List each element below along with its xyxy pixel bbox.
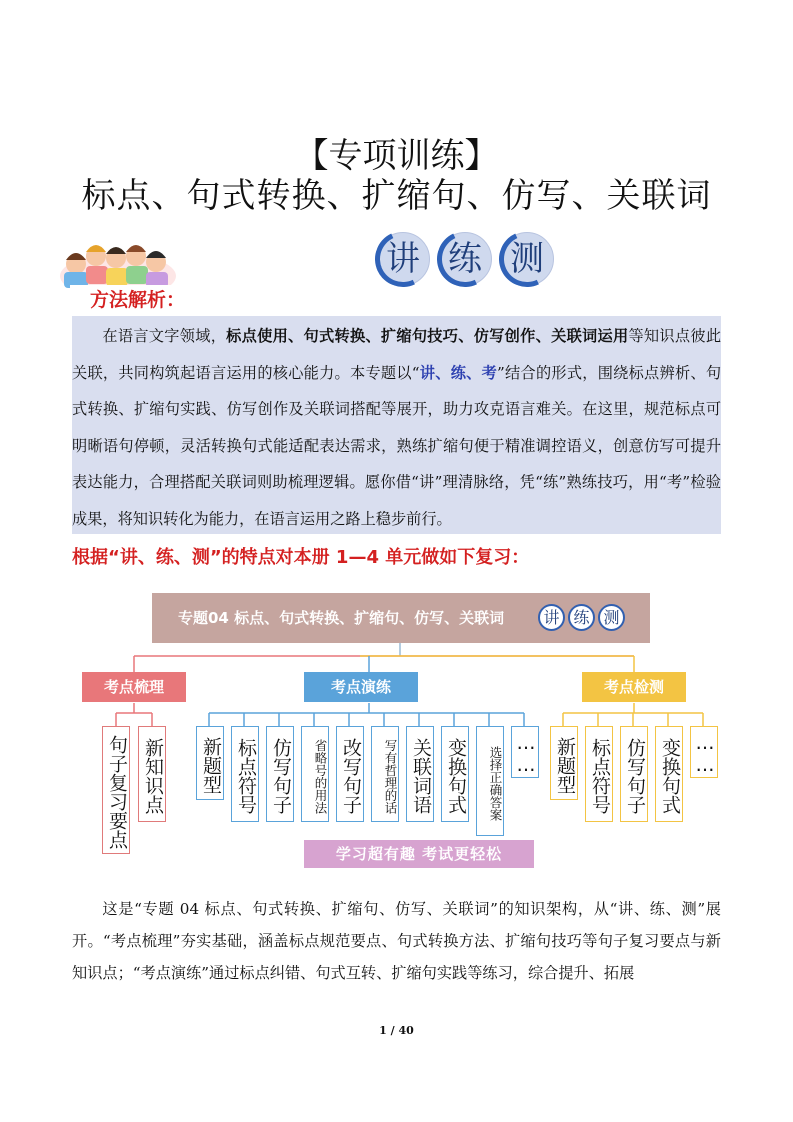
leaf-practice-2: 标点符号 <box>231 726 259 822</box>
leaf-practice-7: 关联词语 <box>406 726 434 822</box>
leaf-test-4: 变换句式 <box>655 726 683 822</box>
branch-practice: 考点演练 <box>304 672 418 702</box>
page-number: 1 / 40 <box>379 1024 414 1037</box>
leaf-practice-10: …… <box>511 726 539 778</box>
leaf-test-5: …… <box>690 726 718 778</box>
mindmap-badge-lian: 练 <box>568 604 595 631</box>
title-line1: 【专项训练】 <box>294 136 499 176</box>
leaf-practice-4: 省略号的用法 <box>301 726 329 822</box>
intro-paragraph: 在语言文字领域，标点使用、句式转换、扩缩句技巧、仿写创作、关联词运用等知识点彼此关联，共同构筑起语言运用的核心能力。本专题以“讲、练、考”结合的形式，围绕标点辨析、句式转换、扩缩句实践、仿写创作及关联词搭配等展开，助力攻克语言难关。在这里，规范标点可明晰语句停顿，灵活转换句式能适配表达需求，熟练扩缩句便于精准调控语义，创意仿写可提升表达能力，合理搭配关联词则助梳理逻辑。愿你借“讲”理清脉络，凭“练”熟练技巧，用“考”检验成果，将知识转化为能力，在语言运用之路上稳步前行。 <box>72 327 722 528</box>
mindmap-badge-ce: 测 <box>598 604 625 631</box>
leaf-review-2: 新知识点 <box>138 726 166 822</box>
branch-review: 考点梳理 <box>82 672 186 702</box>
body-paragraph: 这是“专题 04 标点、句式转换、扩缩句、仿写、关联词”的知识架构，从“讲、练、测”展开。“考点梳理”夯实基础，涵盖标点规范要点、句式转换方法、扩缩句技巧等句子复习要点与新知识点；“考点演练”通过标点纠错、句式互转、扩缩句实践等练习，综合提升、拓展 <box>72 900 721 982</box>
jiang-lian-ce-badge <box>376 232 556 284</box>
title-line2: 标点、句式转换、扩缩句、仿写、关联词 <box>81 176 712 216</box>
leaf-practice-5: 改写句子 <box>336 726 364 822</box>
leaf-practice-1: 新题型 <box>196 726 224 800</box>
mindmap-banner: 学习超有趣 考试更轻松 <box>304 840 534 868</box>
mindmap-badge-jiang: 讲 <box>538 604 565 631</box>
leaf-practice-6: 写有哲理的话 <box>371 726 399 822</box>
leaf-test-3: 仿写句子 <box>620 726 648 822</box>
leaf-practice-9: 选择正确答案 <box>476 726 504 836</box>
method-label: 方法解析： <box>70 285 250 315</box>
badge-circle-jiang: 讲 <box>376 232 430 286</box>
mindmap-title: 专题04 标点、句式转换、扩缩句、仿写、关联词 讲 练 测 <box>152 593 650 643</box>
badge-circle-lian: 练 <box>438 232 492 286</box>
review-subheading: 根据“讲、练、测”的特点对本册 1—4 单元做如下复习： <box>72 547 530 568</box>
leaf-practice-3: 仿写句子 <box>266 726 294 822</box>
badge-circle-ce: 测 <box>500 232 554 286</box>
branch-test: 考点检测 <box>582 672 686 702</box>
leaf-test-2: 标点符号 <box>585 726 613 822</box>
leaf-practice-8: 变换句式 <box>441 726 469 822</box>
leaf-test-1: 新题型 <box>550 726 578 800</box>
leaf-review-1: 句子复习要点 <box>102 726 130 854</box>
